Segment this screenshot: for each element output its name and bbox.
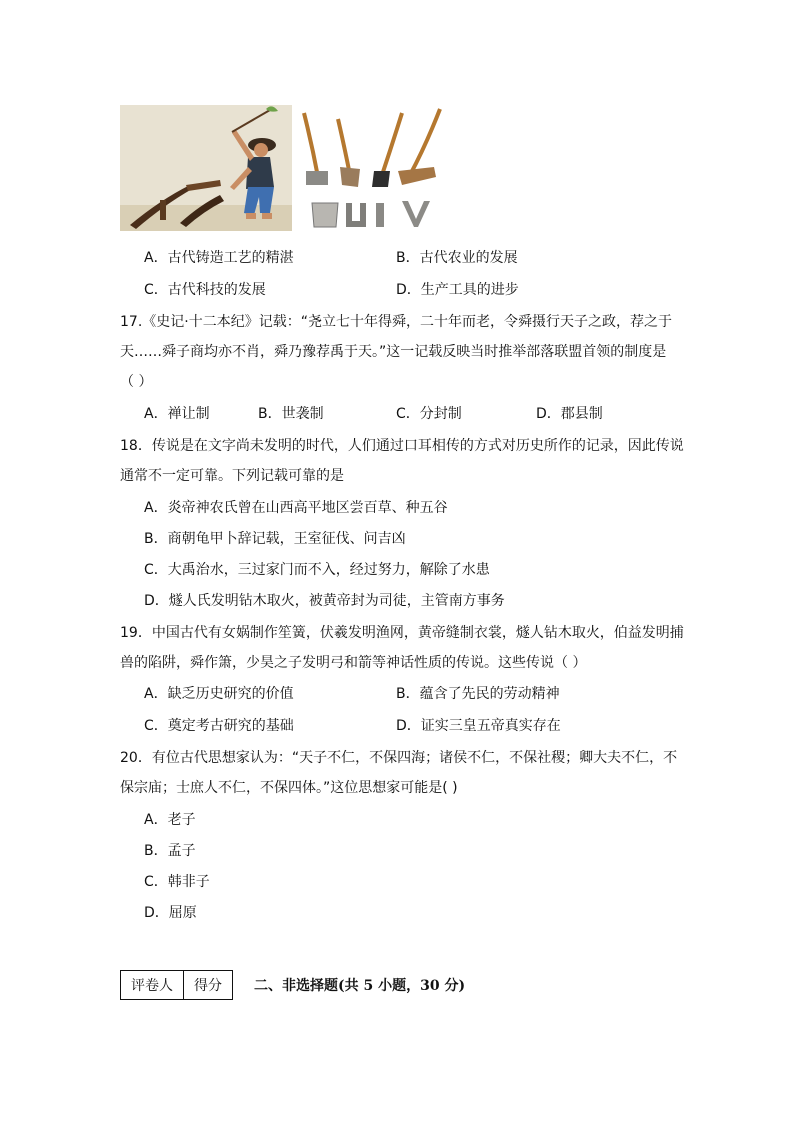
q20-option-a[interactable]: A．老子 (144, 812, 196, 828)
q16-option-a[interactable]: A．古代铸造工艺的精湛 (144, 250, 294, 266)
score-cell: 得分 (184, 971, 233, 1000)
q17-option-a[interactable]: A．禅让制 (144, 406, 210, 422)
q20-option-b[interactable]: B．孟子 (144, 843, 196, 859)
q18-stem-line2: 通常不一定可靠。下列记载可靠的是 (120, 468, 344, 484)
q19-option-a[interactable]: A．缺乏历史研究的价值 (144, 686, 294, 702)
reviewer-cell: 评卷人 (121, 971, 184, 1000)
q17-answer-blank: （ ） (120, 374, 153, 390)
q17-option-c[interactable]: C．分封制 (396, 406, 462, 422)
q17-stem-line2: 天……舜子商均亦不肖，舜乃豫荐禹于天。”这一记载反映当时推举部落联盟首领的制度是 (120, 344, 667, 360)
q18-option-d[interactable]: D．燧人氏发明钻木取火，被黄帝封为司徒，主管南方事务 (144, 593, 505, 609)
q20-option-c[interactable]: C．韩非子 (144, 874, 210, 890)
q18-stem-line1: 18．传说是在文字尚未发明的时代，人们通过口耳相传的方式对历史所作的记录，因此传说 (120, 438, 684, 454)
ancient-farming-tools-illustration (298, 105, 446, 231)
q18-option-c[interactable]: C．大禹治水，三过家门而不入，经过努力，解除了水患 (144, 562, 490, 578)
q19-option-d[interactable]: D．证实三皇五帝真实存在 (396, 718, 561, 734)
section-title: 二、非选择题(共 5 小题，30 分) (254, 978, 466, 994)
q18-option-a[interactable]: A．炎帝神农氏曾在山西高平地区尝百草、种五谷 (144, 500, 448, 516)
q17-option-b[interactable]: B．世袭制 (258, 406, 324, 422)
score-box (120, 970, 233, 1000)
q16-option-c[interactable]: C．古代科技的发展 (144, 282, 266, 298)
q17-option-d[interactable]: D．郡县制 (536, 406, 603, 422)
q19-option-b[interactable]: B．蕴含了先民的劳动精神 (396, 686, 560, 702)
q18-option-b[interactable]: B．商朝龟甲卜辞记载，王室征伐、问吉凶 (144, 531, 406, 547)
q17-stem-line1: 17.《史记·十二本纪》记载：“尧立七十年得舜，二十年而老，令舜摄行天子之政，荐之于 (120, 314, 672, 330)
q19-option-c[interactable]: C．奠定考古研究的基础 (144, 718, 294, 734)
q19-stem-line1: 19．中国古代有女娲制作笙簧，伏羲发明渔网，黄帝缝制衣裳，燧人钻木取火，伯益发明捕 (120, 625, 684, 641)
q20-stem-line2: 保宗庙；士庶人不仁，不保四体。”这位思想家可能是( ) (120, 780, 458, 796)
q16-option-d[interactable]: D．生产工具的进步 (396, 282, 519, 298)
q20-option-d[interactable]: D．屈原 (144, 905, 197, 921)
q19-stem-line2: 兽的陷阱，舜作箫，少昊之子发明弓和箭等神话性质的传说。这些传说（ ） (120, 655, 587, 671)
q16-option-b[interactable]: B．古代农业的发展 (396, 250, 518, 266)
q20-stem-line1: 20．有位古代思想家认为：“天子不仁，不保四海；诸侯不仁，不保社稷；卿大夫不仁，不 (120, 750, 678, 766)
farmer-plough-illustration (120, 105, 292, 231)
